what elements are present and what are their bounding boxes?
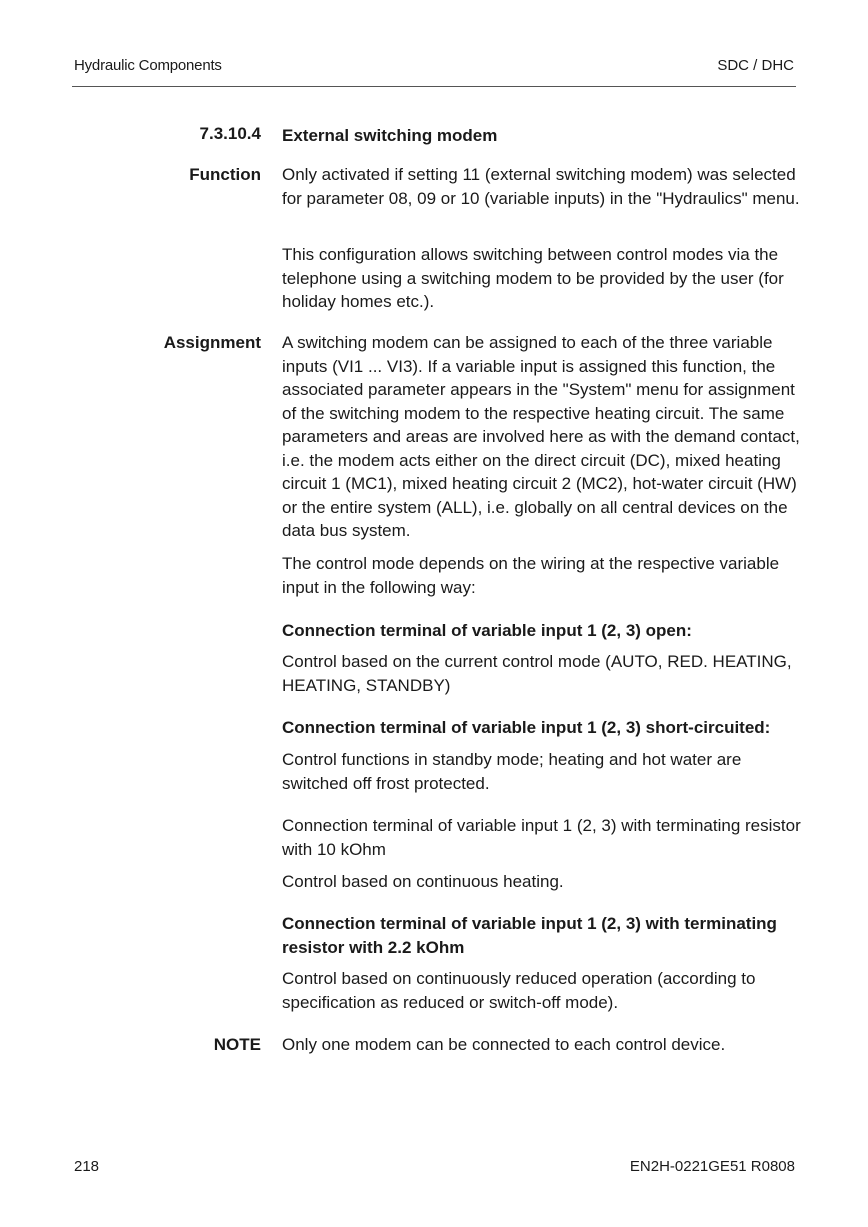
function-paragraph-2: This configuration allows switching between control modes via the telephone using a switching modem to be provided by the user (for holiday homes etc.). bbox=[282, 245, 784, 311]
case-short-circuit-heading: Connection terminal of variable input 1 (2, 3) short-circuited: bbox=[282, 718, 771, 737]
case-2k2ohm-heading: Connection terminal of variable input 1 (2, 3) with terminating resistor with 2.2 kOhm bbox=[282, 914, 777, 957]
case-10kohm-heading: Connection terminal of variable input 1 (2, 3) with terminating resistor with 10 kOhm bbox=[282, 816, 801, 859]
note-label: NOTE bbox=[213, 1035, 261, 1054]
function-label: Function bbox=[189, 165, 261, 184]
section-title: External switching modem bbox=[282, 126, 498, 145]
section-number: 7.3.10.4 bbox=[199, 124, 261, 143]
assignment-paragraph-1: A switching modem can be assigned to each of the three variable inputs (VI1 ... VI3). If a variable input is assigned this function, the associated parameter appears in the "System" menu for assignment of the switching modem to the respective heating circuit. The same parameters and areas are involved here as with the demand contact, i.e. the modem acts either on the direct circuit (DC), mixed heating circuit 1 (MC1), mixed heating circuit 2 (MC2), hot-water circuit (HW) or the entire system (ALL), i.e. globally on all central devices on the data bus system. bbox=[282, 333, 800, 540]
note-text: Only one modem can be connected to each control device. bbox=[282, 1035, 726, 1054]
header-divider bbox=[72, 86, 796, 87]
assignment-label: Assignment bbox=[163, 333, 261, 352]
document-id: EN2H-0221GE51 R0808 bbox=[629, 1158, 795, 1175]
assignment-paragraph-2: The control mode depends on the wiring at the respective variable input in the following way: bbox=[282, 554, 780, 597]
page-number: 218 bbox=[74, 1158, 100, 1175]
function-paragraph-1: Only activated if setting 11 (external switching modem) was selected for parameter 08, 09 or 10 (variable inputs) in the "Hydraulics" menu. bbox=[282, 165, 800, 208]
case-short-circuit-text: Control functions in standby mode; heating and hot water are switched off frost protected. bbox=[282, 750, 742, 793]
case-10kohm-text: Control based on continuous heating. bbox=[282, 872, 564, 891]
header-product-name: SDC / DHC bbox=[717, 57, 794, 74]
case-open-heading: Connection terminal of variable input 1 (2, 3) open: bbox=[282, 621, 692, 640]
case-2k2ohm-text: Control based on continuously reduced operation (according to specification as reduced or switch-off mode). bbox=[282, 969, 756, 1012]
case-open-text: Control based on the current control mode (AUTO, RED. HEATING, HEATING, STANDBY) bbox=[282, 652, 792, 695]
header-chapter-title: Hydraulic Components bbox=[74, 57, 222, 74]
